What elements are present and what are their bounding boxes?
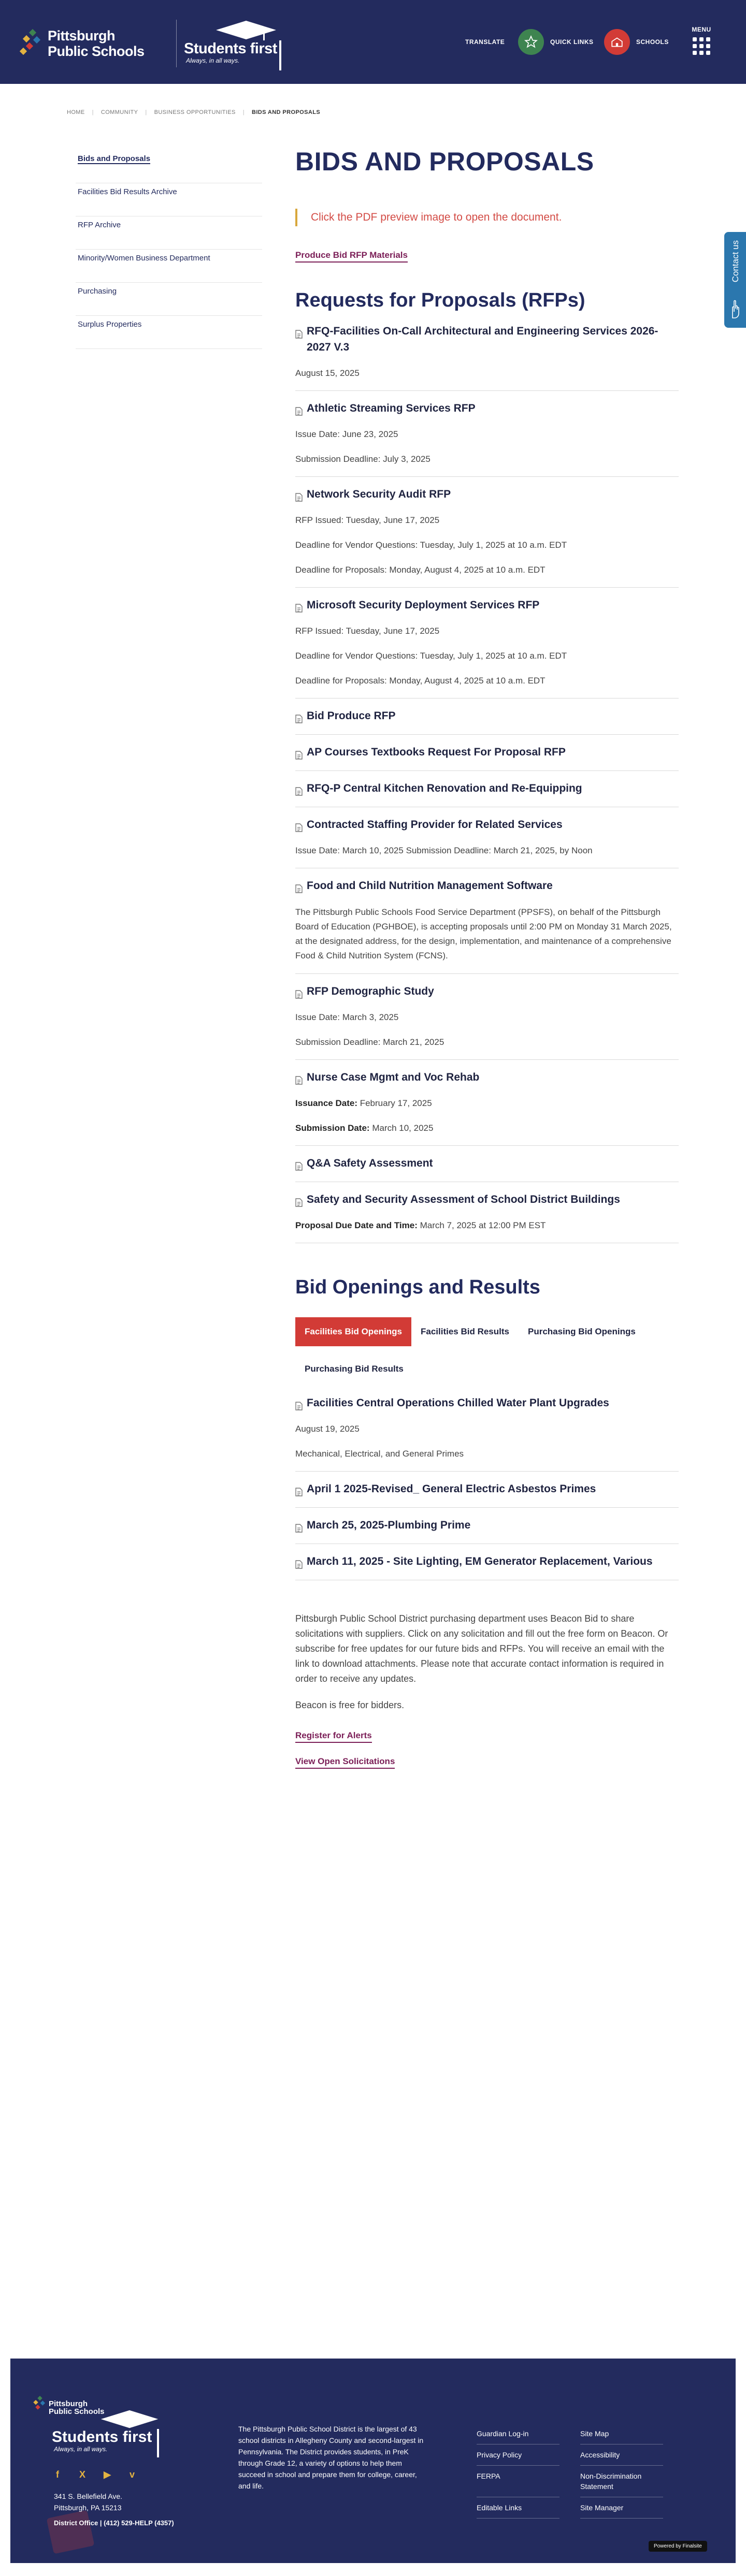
item-title-link[interactable] — [295, 1481, 679, 1497]
sidebar-item-label: RFP Archive — [78, 221, 121, 229]
item-title: March 11, 2025 - Site Lighting, EM Generator Replacement, Various — [307, 1555, 653, 1567]
item-title-link[interactable] — [295, 597, 679, 613]
students-first-logo[interactable] — [184, 20, 293, 71]
vimeo-icon[interactable]: v — [129, 2469, 135, 2480]
cap-pillar — [279, 40, 281, 70]
item-detail-label: Proposal Due Date and Time: — [295, 1220, 418, 1230]
footer-link[interactable]: FERPA — [477, 2466, 560, 2497]
footer-students-first-title: Students first — [52, 2428, 152, 2446]
list-item — [295, 1146, 679, 1182]
menu-button[interactable] — [691, 26, 712, 55]
footer-link[interactable]: Editable Links — [477, 2497, 560, 2519]
beacon-info — [295, 1611, 679, 1713]
sidebar-item-purchasing[interactable] — [76, 283, 262, 316]
students-first-title: Students first — [184, 40, 277, 57]
page-title: BIDS AND PROPOSALS — [295, 147, 594, 176]
item-title-link[interactable] — [295, 323, 679, 355]
footer-links — [477, 2423, 684, 2519]
rfp-list — [295, 312, 679, 1243]
footer-address — [54, 2491, 122, 2513]
item-title-link[interactable] — [295, 400, 679, 416]
document-icon — [295, 327, 303, 336]
sidebar-item-surplus-properties[interactable] — [76, 316, 262, 349]
list-item — [295, 1060, 679, 1146]
item-detail: Submission Deadline: March 21, 2025 — [295, 1037, 444, 1047]
breadcrumb-community[interactable]: COMMUNITY — [101, 109, 138, 115]
sidebar-item-label: Bids and Proposals — [78, 154, 151, 163]
school-building-icon — [604, 29, 630, 55]
list-item — [295, 312, 679, 391]
breadcrumb-separator: | — [145, 109, 147, 115]
sidebar-item-label: Purchasing — [78, 287, 117, 296]
list-item — [295, 868, 679, 974]
item-title-link[interactable] — [295, 817, 679, 833]
item-title-link[interactable] — [295, 1155, 679, 1171]
item-detail-value: March 7, 2025 at 12:00 PM EST — [417, 1220, 546, 1230]
footer-link[interactable]: Site Map — [580, 2423, 663, 2444]
document-icon — [295, 1196, 303, 1204]
item-detail — [295, 1097, 679, 1110]
pdf-note: Click the PDF preview image to open the document. — [295, 209, 679, 226]
produce-bid-rfp-link[interactable]: Produce Bid RFP Materials — [295, 250, 408, 263]
tab-purchasing-bid-results[interactable]: Purchasing Bid Results — [305, 1364, 404, 1374]
item-detail: Deadline for Proposals: Monday, August 4, 2025 at 10 a.m. EDT — [295, 565, 546, 575]
breadcrumb — [67, 109, 320, 115]
sidebar-item-label: Surplus Properties — [78, 320, 142, 329]
list-item — [295, 771, 679, 807]
document-icon — [295, 601, 303, 610]
tab-facilities-bid-results[interactable]: Facilities Bid Results — [420, 1327, 509, 1336]
list-item — [295, 588, 679, 698]
main-content — [295, 140, 679, 1769]
item-detail: August 19, 2025 — [295, 1424, 360, 1434]
footer-link[interactable]: Site Manager — [580, 2497, 663, 2519]
item-title: March 25, 2025-Plumbing Prime — [307, 1519, 471, 1531]
tab-facilities-bid-openings[interactable]: Facilities Bid Openings — [295, 1317, 411, 1346]
footer-students-first-tagline: Always, in all ways. — [54, 2446, 108, 2453]
item-detail-value: February 17, 2025 — [357, 1098, 432, 1108]
social-links — [52, 2469, 138, 2480]
pointer-hand-icon — [728, 298, 742, 319]
quick-links-button[interactable] — [518, 29, 594, 55]
document-icon — [295, 1399, 303, 1408]
logo-text-line1: Pittsburgh — [48, 28, 115, 43]
section-sidebar — [76, 150, 262, 349]
document-icon — [295, 821, 303, 829]
graduation-cap-icon — [98, 2409, 161, 2430]
footer-logo[interactable] — [31, 2384, 197, 2457]
item-title: AP Courses Textbooks Request For Proposal RFP — [307, 746, 566, 758]
view-open-solicitations-link[interactable]: View Open Solicitations — [295, 1756, 395, 1769]
list-item — [295, 1384, 679, 1472]
document-icon — [295, 987, 303, 996]
footer-about: The Pittsburgh Public School District is the largest of 43 school districts in Allegheny County and second-largest in Pennsylvania. The District provides students, in PreK through Grade 12, a variety of options to help them succeed in school and prepare them for college, career, and life. — [238, 2425, 424, 2490]
rfp-section-title: Requests for Proposals (RFPs) — [295, 289, 585, 311]
document-icon — [295, 490, 303, 499]
graduation-cap-icon — [215, 20, 277, 41]
beacon-paragraph: Pittsburgh Public School District purchasing department uses Beacon Bid to share solicitations with suppliers. Click on any solicitation and fill out the free form on Beacon. Or subscribe for free updates for our future bids and RFPs. You will receive an email with the link to download attachments. Please note that accurate contact information is required in order to receive any updates. — [295, 1613, 668, 1684]
contact-us-label: Contact us — [730, 240, 740, 283]
item-title: Safety and Security Assessment of School District Buildings — [307, 1194, 620, 1205]
sidebar-item-minority-women-business[interactable] — [76, 250, 262, 283]
item-detail-label: Issuance Date: — [295, 1098, 357, 1108]
header-divider — [176, 20, 177, 67]
students-first-tagline: Always, in all ways. — [186, 57, 240, 64]
document-icon — [295, 748, 303, 757]
document-icon — [295, 784, 303, 793]
list-item — [295, 735, 679, 771]
item-title: Bid Produce RFP — [307, 710, 396, 722]
item-title: Q&A Safety Assessment — [307, 1157, 433, 1169]
footer-link[interactable]: Privacy Policy — [477, 2444, 560, 2466]
item-title-link[interactable] — [295, 878, 679, 894]
pps-logo-mark-icon — [31, 2396, 47, 2414]
item-title: RFQ-P Central Kitchen Renovation and Re-Equipping — [307, 782, 582, 794]
schools-button[interactable] — [604, 29, 669, 55]
translate-label: TRANSLATE — [465, 38, 505, 46]
item-detail: Issue Date: June 23, 2025 — [295, 429, 398, 439]
item-title-link[interactable] — [295, 708, 679, 724]
bid-tabs — [295, 1317, 679, 1384]
bid-list — [295, 1384, 679, 1580]
item-title-link[interactable] — [295, 1395, 679, 1411]
list-item — [295, 477, 679, 588]
footer-link[interactable]: Accessibility — [580, 2444, 663, 2466]
breadcrumb-current: BIDS AND PROPOSALS — [251, 109, 321, 115]
breadcrumb-business-opportunities[interactable]: BUSINESS OPPORTUNITIES — [154, 109, 236, 115]
item-title: Contracted Staffing Provider for Related Services — [307, 819, 563, 831]
item-detail: RFP Issued: Tuesday, June 17, 2025 — [295, 515, 440, 525]
list-item — [295, 974, 679, 1060]
item-title: Food and Child Nutrition Management Software — [307, 880, 553, 892]
item-title-link[interactable] — [295, 780, 679, 796]
item-detail: RFP Issued: Tuesday, June 17, 2025 — [295, 626, 440, 636]
address-line1: 341 S. Bellefield Ave. — [54, 2492, 123, 2500]
bid-section-title: Bid Openings and Results — [295, 1276, 540, 1298]
item-detail: August 15, 2025 — [295, 368, 360, 378]
document-icon — [295, 1159, 303, 1168]
item-title: RFQ-Facilities On-Call Architectural and Engineering Services 2026-2027 V.3 — [307, 325, 658, 353]
translate-button[interactable] — [465, 29, 505, 55]
list-item — [295, 1508, 679, 1544]
sidebar-item-facilities-bid-results-archive[interactable] — [76, 183, 262, 216]
item-detail: Deadline for Vendor Questions: Tuesday, July 1, 2025 at 10 a.m. EDT — [295, 540, 567, 550]
item-title-link[interactable] — [295, 1553, 679, 1569]
footer-link[interactable]: Guardian Log-in — [477, 2423, 560, 2444]
item-detail-label: Submission Date: — [295, 1123, 370, 1133]
pps-logo[interactable] — [20, 27, 175, 59]
sidebar-item-label: Minority/Women Business Department — [78, 254, 210, 263]
list-item — [295, 1182, 679, 1243]
item-detail-value: March 10, 2025 — [369, 1123, 434, 1133]
site-footer — [10, 2359, 736, 2563]
item-title-link[interactable] — [295, 744, 679, 760]
item-detail: Submission Deadline: July 3, 2025 — [295, 454, 431, 464]
item-detail — [295, 1219, 679, 1232]
menu-grid-icon — [693, 37, 710, 55]
schools-label: SCHOOLS — [636, 38, 669, 46]
breadcrumb-separator: | — [242, 109, 245, 115]
list-item — [295, 1472, 679, 1508]
site-header — [0, 0, 746, 84]
x-icon[interactable]: X — [79, 2469, 85, 2480]
item-title-link[interactable] — [295, 983, 679, 999]
footer-link[interactable]: Non-Discrimination Statement — [580, 2466, 663, 2497]
sidebar-item-label: Facilities Bid Results Archive — [78, 187, 177, 196]
document-icon — [295, 1558, 303, 1566]
register-for-alerts-link[interactable]: Register for Alerts — [295, 1730, 372, 1743]
footer-logo-line2: Public Schools — [49, 2407, 105, 2416]
cap-pillar — [157, 2429, 159, 2457]
item-title: Network Security Audit RFP — [307, 488, 451, 500]
item-title: Nurse Case Mgmt and Voc Rehab — [307, 1071, 480, 1083]
beacon-free-note: Beacon is free for bidders. — [295, 1700, 405, 1710]
footer-logo-line1: Pittsburgh — [49, 2399, 88, 2408]
contact-us-tab[interactable] — [724, 232, 746, 328]
menu-label: MENU — [692, 26, 711, 33]
tab-purchasing-bid-openings[interactable]: Purchasing Bid Openings — [527, 1327, 636, 1336]
youtube-icon[interactable]: ▶ — [104, 2469, 111, 2480]
document-icon — [295, 1521, 303, 1530]
document-icon — [295, 1073, 303, 1082]
document-icon — [295, 1485, 303, 1494]
district-office-phone[interactable]: District Office | (412) 529-HELP (4357) — [54, 2519, 174, 2527]
sidebar-item-bids-and-proposals[interactable] — [76, 150, 262, 183]
item-title: Microsoft Security Deployment Services RFP — [307, 599, 540, 611]
document-icon — [295, 712, 303, 721]
list-item — [295, 807, 679, 868]
star-icon — [518, 29, 544, 55]
list-item — [295, 1544, 679, 1580]
list-item — [295, 391, 679, 477]
quick-links-label: QUICK LINKS — [550, 38, 594, 46]
document-icon — [295, 404, 303, 413]
footer-decoration — [47, 2510, 95, 2554]
item-detail — [295, 1122, 679, 1135]
item-title-link[interactable] — [295, 486, 679, 502]
breadcrumb-separator: | — [92, 109, 94, 115]
item-title: Athletic Streaming Services RFP — [307, 402, 476, 414]
item-detail: Mechanical, Electrical, and General Primes — [295, 1449, 464, 1459]
address-line2: Pittsburgh, PA 15213 — [54, 2504, 122, 2512]
facebook-icon[interactable]: f — [56, 2469, 59, 2480]
breadcrumb-home[interactable]: HOME — [67, 109, 85, 115]
item-detail: Issue Date: March 3, 2025 — [295, 1012, 399, 1022]
item-title-link[interactable] — [295, 1191, 679, 1207]
item-title: April 1 2025-Revised_ General Electric Asbestos Primes — [307, 1483, 596, 1495]
pps-logo-mark-icon — [20, 29, 42, 57]
item-title-link[interactable] — [295, 1069, 679, 1085]
item-description: The Pittsburgh Public Schools Food Service Department (PPSFS), on behalf of the Pittsburgh Board of Education (PGHBOE), is accepting proposals until 2:00 PM on Monday 31 March 2025, at the designated address, for the design, implementation, and maintenance of a comprehensive Food & Child Nutrition System (FCNS). — [295, 907, 672, 960]
item-detail: Issue Date: March 10, 2025 Submission Deadline: March 21, 2025, by Noon — [295, 846, 593, 855]
list-item — [295, 698, 679, 735]
item-detail: Deadline for Vendor Questions: Tuesday, July 1, 2025 at 10 a.m. EDT — [295, 651, 567, 661]
item-title: Facilities Central Operations Chilled Water Plant Upgrades — [307, 1397, 609, 1409]
document-icon — [295, 882, 303, 891]
sidebar-item-rfp-archive[interactable] — [76, 216, 262, 250]
powered-by-badge[interactable]: Powered by Finalsite — [649, 2541, 707, 2552]
logo-text-line2: Public Schools — [48, 43, 145, 59]
item-detail: Deadline for Proposals: Monday, August 4, 2025 at 10 a.m. EDT — [295, 676, 546, 686]
item-title-link[interactable] — [295, 1517, 679, 1533]
item-title: RFP Demographic Study — [307, 985, 434, 997]
